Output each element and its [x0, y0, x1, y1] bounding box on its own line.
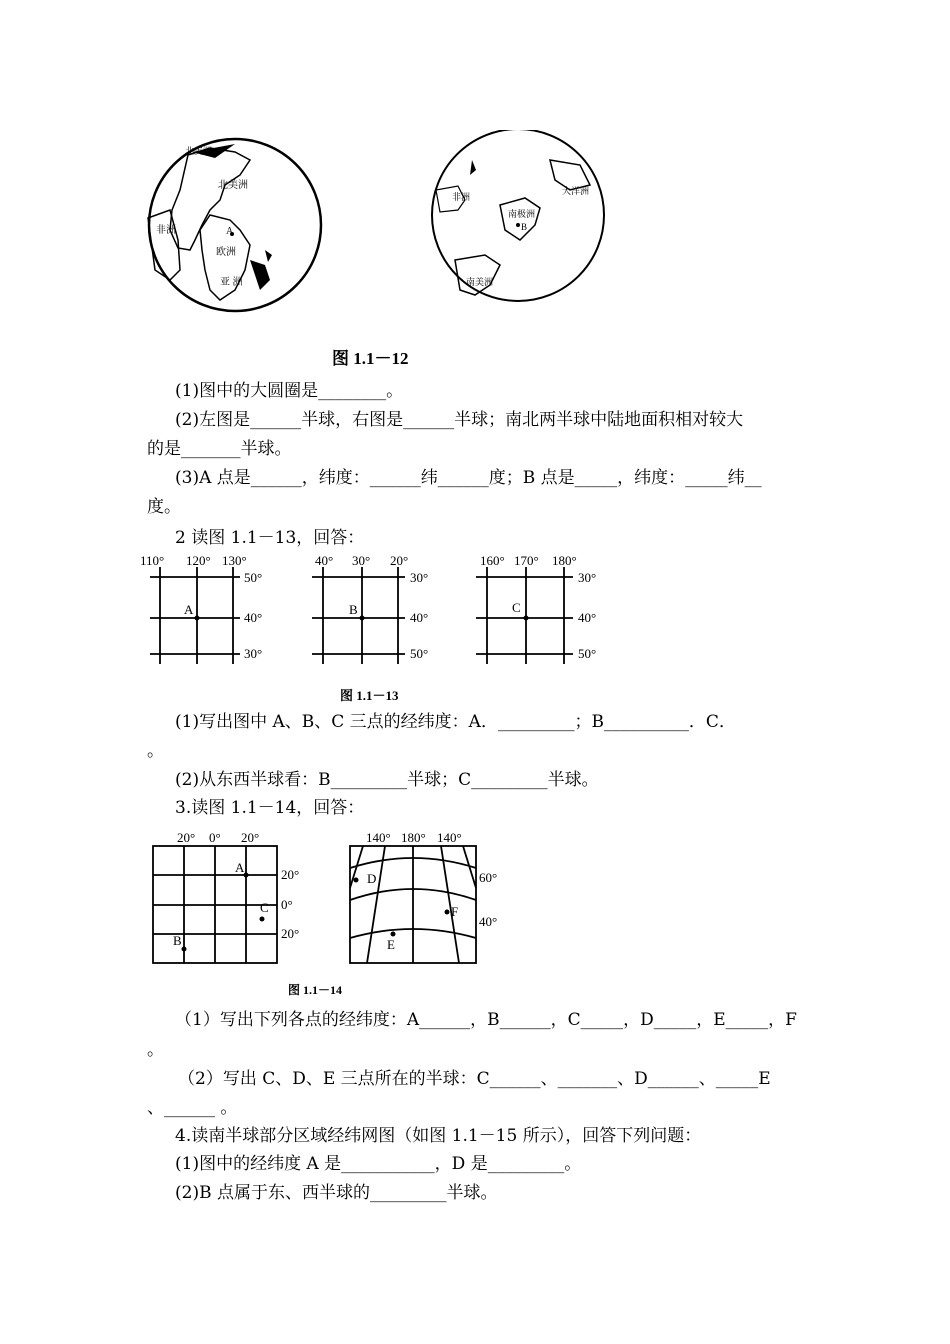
- grid13-1-top-0: 110°: [140, 553, 165, 568]
- q2-intro: 2 读图 1.1－13，回答：: [175, 528, 365, 548]
- grid13-2-point-b: B: [349, 602, 358, 617]
- grid14-2-point-d: D: [367, 871, 377, 886]
- grid14-1-right-2: 20°: [281, 926, 300, 941]
- fig-1-1-12-globes: [140, 130, 620, 330]
- q3-line1: （1）写出下列各点的经纬度：A______，B______，C_____，D_____，E_____，F: [175, 1010, 797, 1030]
- q1-line2: (2)左图是______半球，右图是______半球；南北两半球中陆地面积相对较大: [175, 410, 744, 430]
- globe-left-na-label: 北美洲: [185, 146, 213, 156]
- q2-line2: 。: [147, 741, 164, 761]
- q3-line4: 、______ 。: [147, 1098, 238, 1118]
- grid13-1-right-0: 50°: [244, 570, 263, 585]
- grid13-3-top-2: 180°: [552, 553, 577, 568]
- grid13-1-point-a: A: [184, 602, 194, 617]
- grid13-2-right-0: 30°: [410, 570, 429, 585]
- fig-1-1-13-grids: [140, 552, 620, 672]
- grid13-3-right-1: 40°: [578, 610, 597, 625]
- grid14-2-top-1: 180°: [401, 830, 426, 845]
- q1-line4: (3)A 点是______，纬度：______纬______度；B 点是_____，纬度：_____纬__: [175, 468, 762, 488]
- q1-line5: 度。: [147, 497, 181, 517]
- grid14-2-top-2: 140°: [437, 830, 462, 845]
- grid14-1-top-2: 20°: [241, 830, 260, 845]
- grid13-2-top-2: 20°: [390, 553, 409, 568]
- fig-1-1-12-caption: 图 1.1－12: [332, 349, 409, 368]
- grid13-3-right-2: 50°: [578, 646, 597, 661]
- grid14-1-right-1: 0°: [281, 897, 293, 912]
- grid13-3-top-0: 160°: [480, 553, 505, 568]
- q3-line2: 。: [147, 1040, 164, 1060]
- globe-left-na-label2: 北美洲: [218, 180, 248, 191]
- grid13-2-right-2: 50°: [410, 646, 429, 661]
- q2-line3: (2)从东西半球看：B_________半球；C_________半球。: [175, 770, 599, 790]
- grid13-3-point-c: C: [512, 600, 521, 615]
- globe-right-oce-label: 大洋洲: [562, 186, 590, 196]
- globe-left-a-label: A: [226, 226, 234, 237]
- globe-right-afr-label: 非洲: [452, 192, 471, 202]
- grid14-2-point-f: F: [451, 904, 459, 919]
- grid14-2-point-e: E: [387, 937, 395, 952]
- grid13-1-top-2: 130°: [222, 553, 247, 568]
- grid14-2-right-0: 60°: [479, 870, 498, 885]
- globe-right-ant-label: 南极洲: [508, 209, 536, 219]
- grid13-1-top-1: 120°: [186, 553, 211, 568]
- globe-left-afr-label: 非洲: [156, 225, 176, 236]
- grid-14-left: [153, 846, 277, 963]
- grid14-1-point-c: C: [260, 900, 269, 915]
- grid13-3-right-0: 30°: [578, 570, 597, 585]
- q3-line3: （2）写出 C、D、E 三点所在的半球：C______、_______、D______、_____E: [178, 1069, 771, 1089]
- q1-line1: (1)图中的大圆圈是________。: [175, 381, 404, 401]
- grid14-1-point-b: B: [173, 933, 182, 948]
- grid-13-2: [312, 567, 405, 664]
- grid-13-1: [150, 567, 240, 664]
- grid13-3-top-1: 170°: [514, 553, 539, 568]
- grid13-1-right-1: 40°: [244, 610, 263, 625]
- globe-right-sa-label: 南美洲: [466, 277, 494, 287]
- q4-line2: (2)B 点属于东、西半球的_________半球。: [175, 1183, 498, 1203]
- q4-intro: 4.读南半球部分区域经纬网图（如图 1.1－15 所示），回答下列问题：: [175, 1126, 702, 1146]
- grid14-2-right-1: 40°: [479, 914, 498, 929]
- globe-left-eu-label: 欧洲: [216, 247, 236, 258]
- grid14-2-top-0: 140°: [366, 830, 391, 845]
- globe-left-asia-label: 亚 洲: [220, 277, 243, 288]
- grid-13-3: [476, 567, 573, 664]
- grid14-1-top-1: 0°: [209, 830, 221, 845]
- grid14-1-point-a: A: [235, 860, 245, 875]
- q4-line1: (1)图中的经纬度 A 是___________，D 是_________。: [175, 1154, 582, 1174]
- q3-intro: 3.读图 1.1－14，回答：: [175, 798, 365, 818]
- grid13-1-right-2: 30°: [244, 646, 263, 661]
- grid14-1-right-0: 20°: [281, 867, 300, 882]
- globe-right-b-label: B: [521, 222, 528, 232]
- q2-line1: (1)写出图中 A、B、C 三点的经纬度：A．_________；B__________．C．: [175, 712, 736, 732]
- fig-1-1-14-grids: [145, 828, 515, 968]
- grid13-2-top-0: 40°: [315, 553, 334, 568]
- grid13-2-top-1: 30°: [352, 553, 371, 568]
- fig-1-1-13-caption: 图 1.1－13: [340, 688, 399, 703]
- grid13-2-right-1: 40°: [410, 610, 429, 625]
- grid14-1-top-0: 20°: [177, 830, 196, 845]
- q1-line3: 的是_______半球。: [147, 439, 292, 459]
- fig-1-1-14-caption: 图 1.1－14: [288, 983, 343, 997]
